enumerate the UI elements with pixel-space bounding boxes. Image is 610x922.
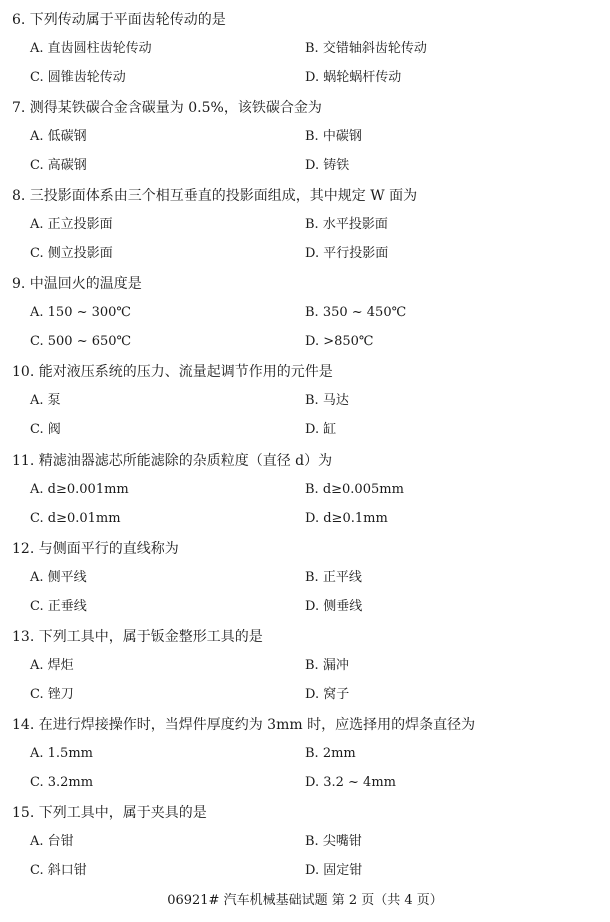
question-stem: 8. 三投影面体系由三个相互垂直的投影面组成，其中规定 W 面为 [12, 188, 418, 204]
option-a: A. d≥0.001mm [30, 482, 129, 497]
option-a: A. 150 ~ 300℃ [30, 305, 131, 320]
option-b: B. 水平投影面 [305, 217, 388, 232]
option-a: A. 1.5mm [30, 746, 93, 761]
option-a: A. 侧平线 [30, 570, 87, 585]
option-c: C. 500 ~ 650℃ [30, 334, 132, 349]
question-stem: 6. 下列传动属于平面齿轮传动的是 [12, 12, 226, 28]
option-d: D. 缸 [305, 422, 337, 437]
option-c: C. d≥0.01mm [30, 511, 121, 526]
option-b: B. 2mm [305, 746, 356, 761]
option-d: D. 固定钳 [305, 863, 363, 878]
question-stem: 15. 下列工具中，属于夹具的是 [12, 805, 207, 821]
option-b: B. 中碳钢 [305, 129, 362, 144]
option-b: B. 漏冲 [305, 658, 349, 673]
option-d: D. 蜗轮蜗杆传动 [305, 70, 402, 85]
option-b: B. 尖嘴钳 [305, 834, 362, 849]
option-a: A. 台钳 [30, 834, 74, 849]
option-c: C. 阀 [30, 422, 61, 437]
option-b: B. d≥0.005mm [305, 482, 404, 497]
option-d: D. 窝子 [305, 687, 350, 702]
option-c: C. 高碳钢 [30, 158, 87, 173]
option-d: D. 铸铁 [305, 158, 350, 173]
option-a: A. 正立投影面 [30, 217, 113, 232]
option-b: B. 350 ~ 450℃ [305, 305, 407, 320]
option-b: B. 马达 [305, 393, 349, 408]
option-d: D. 侧垂线 [305, 599, 363, 614]
option-b: B. 交错轴斜齿轮传动 [305, 41, 427, 56]
question-stem: 7. 测得某铁碳合金含碳量为 0.5%，该铁碳合金为 [12, 100, 322, 116]
option-c: C. 正垂线 [30, 599, 87, 614]
page-footer: 06921# 汽车机械基础试题 第 2 页（共 4 页） [167, 893, 443, 908]
question-stem: 12. 与侧面平行的直线称为 [12, 541, 179, 557]
option-a: A. 焊炬 [30, 658, 74, 673]
question-stem: 13. 下列工具中，属于钣金整形工具的是 [12, 629, 263, 645]
option-c: C. 锉刀 [30, 687, 74, 702]
option-a: A. 直齿圆柱齿轮传动 [30, 41, 152, 56]
question-stem: 9. 中温回火的温度是 [12, 276, 142, 292]
question-stem: 11. 精滤油器滤芯所能滤除的杂质粒度（直径 d）为 [12, 453, 333, 469]
option-c: C. 3.2mm [30, 775, 94, 790]
option-c: C. 圆锥齿轮传动 [30, 70, 126, 85]
question-stem: 10. 能对液压系统的压力、流量起调节作用的元件是 [12, 364, 333, 380]
question-stem: 14. 在进行焊接操作时，当焊件厚度约为 3mm 时，应选择用的焊条直径为 [12, 717, 476, 733]
option-d: D. 平行投影面 [305, 246, 389, 261]
option-b: B. 正平线 [305, 570, 362, 585]
option-d: D. >850℃ [305, 334, 374, 349]
option-a: A. 泵 [30, 393, 61, 408]
option-c: C. 斜口钳 [30, 863, 87, 878]
option-c: C. 侧立投影面 [30, 246, 113, 261]
option-d: D. d≥0.1mm [305, 511, 388, 526]
option-d: D. 3.2 ~ 4mm [305, 775, 396, 790]
option-a: A. 低碳钢 [30, 129, 87, 144]
